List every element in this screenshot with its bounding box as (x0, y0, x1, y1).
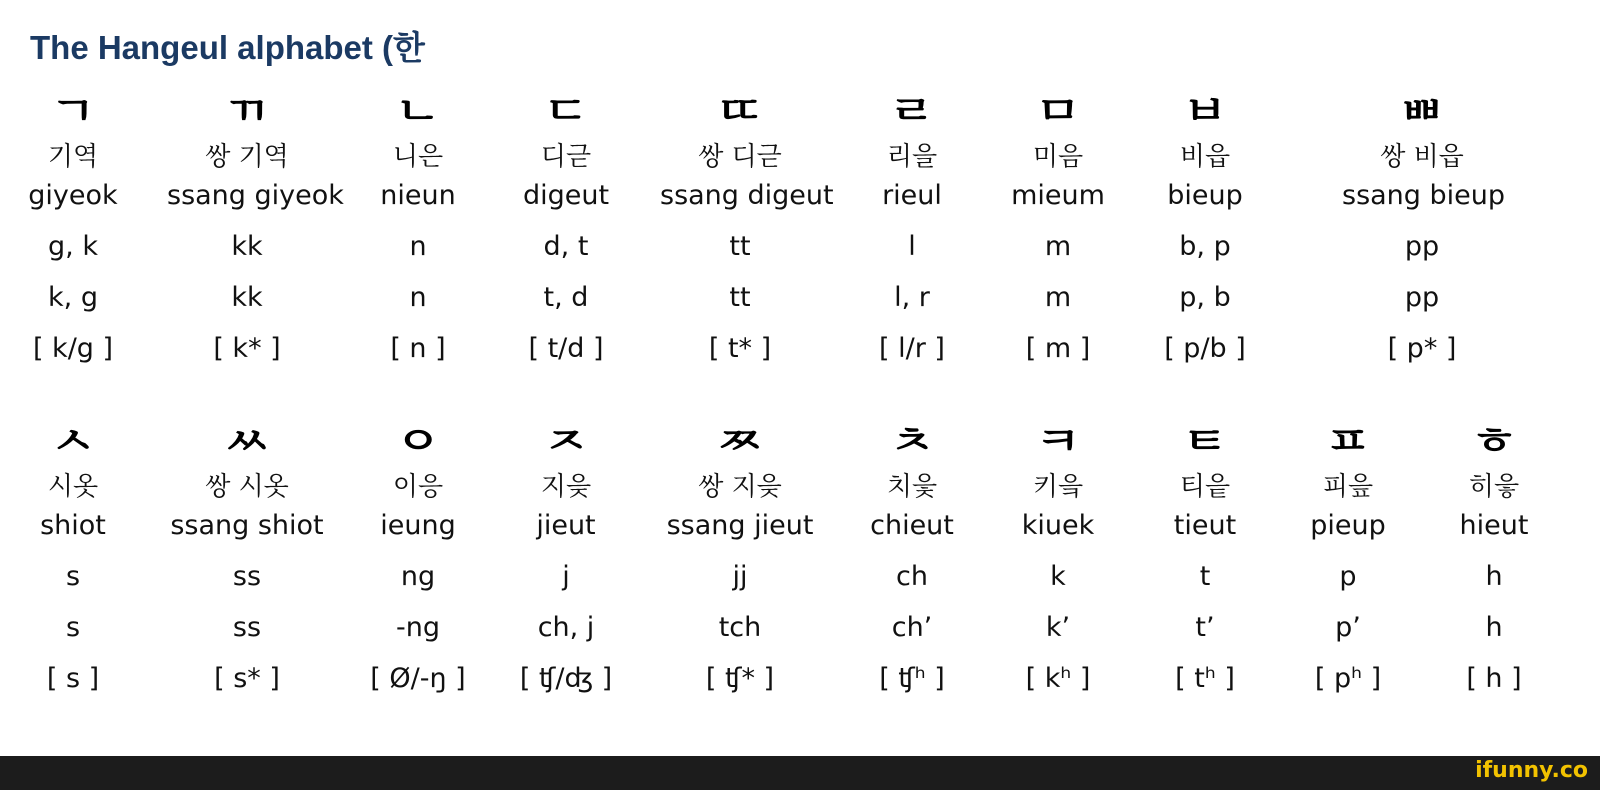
letter-cell (167, 418, 327, 694)
korean-name: 쌍 비읍 (1380, 142, 1464, 172)
ipa-pronunciation: [ k/g ] (32, 333, 114, 364)
initial-sound: j (562, 561, 570, 592)
ipa-pronunciation: [ t* ] (708, 333, 772, 364)
korean-name: 니은 (392, 142, 444, 172)
letter-cell (660, 88, 834, 364)
ipa-pronunciation: [ ʧ/ʤ ] (519, 663, 613, 694)
romanized-name: ieung (380, 510, 456, 541)
final-sound: t, d (543, 282, 589, 313)
korean-name: 티읕 (1179, 472, 1231, 502)
initial-sound: t (1199, 561, 1211, 592)
jamo-glyph: ㄷ (543, 89, 589, 133)
initial-sound: k (1050, 561, 1066, 592)
letter-cell (1342, 88, 1506, 364)
final-sound: tch (718, 612, 762, 643)
initial-sound: ch (896, 561, 928, 592)
letter-cell (486, 88, 646, 364)
jamo-glyph: ㅊ (889, 419, 935, 463)
title-hangeul-symbol: 한 (393, 29, 425, 66)
final-sound: s (65, 612, 81, 643)
korean-name: 쌍 기역 (205, 142, 289, 172)
korean-name: 기역 (47, 142, 99, 172)
jamo-glyph: ㅎ (1471, 419, 1517, 463)
initial-sound: tt (729, 231, 751, 262)
final-sound: ch’ (891, 612, 933, 643)
romanized-name: tieut (1173, 510, 1237, 541)
jamo-glyph: ㄸ (717, 89, 763, 133)
romanized-name: ssang shiot (170, 510, 324, 541)
korean-name: 지읒 (540, 472, 592, 502)
jamo-glyph: ㅃ (1399, 89, 1445, 133)
jamo-glyph: ㅆ (224, 419, 270, 463)
romanized-name: jieut (536, 510, 596, 541)
final-sound: k, g (48, 282, 98, 313)
final-sound: pp (1404, 282, 1440, 313)
final-sound: l, r (894, 282, 930, 313)
jamo-glyph: ㅌ (1182, 419, 1228, 463)
initial-sound: m (1044, 231, 1072, 262)
jamo-glyph: ㅇ (395, 419, 441, 463)
korean-name: 히읗 (1468, 472, 1520, 502)
romanized-name: mieum (1011, 180, 1105, 211)
letter-cell (0, 418, 153, 694)
korean-name: 리을 (886, 142, 938, 172)
korean-name: 이응 (392, 472, 444, 502)
romanized-name: ssang giyeok (167, 180, 344, 211)
final-sound: k’ (1045, 612, 1071, 643)
letter-cell (486, 418, 646, 694)
final-sound: n (409, 282, 427, 313)
ipa-pronunciation: [ n ] (390, 333, 446, 364)
page-title (30, 22, 425, 69)
korean-name: 미음 (1032, 142, 1084, 172)
ipa-pronunciation: [ pʰ ] (1314, 663, 1382, 694)
final-sound: ch, j (537, 612, 595, 643)
ipa-pronunciation: [ t/d ] (528, 333, 604, 364)
romanized-name: kiuek (1021, 510, 1095, 541)
ipa-pronunciation: [ k* ] (213, 333, 281, 364)
final-sound: kk (231, 282, 263, 313)
romanized-name: giyeok (28, 180, 118, 211)
initial-sound: s (65, 561, 81, 592)
romanized-name: pieup (1310, 510, 1386, 541)
letter-cell (167, 88, 344, 364)
romanized-name: rieul (882, 180, 942, 211)
initial-sound: l (908, 231, 916, 262)
ipa-pronunciation: [ Ø/-ŋ ] (370, 663, 466, 694)
korean-name: 쌍 시옷 (205, 472, 289, 502)
ipa-pronunciation: [ ʧ* ] (705, 663, 775, 694)
ipa-pronunciation: [ ʧʰ ] (879, 663, 945, 694)
jamo-glyph: ㅈ (543, 419, 589, 463)
romanized-name: chieut (870, 510, 954, 541)
final-sound: ss (232, 612, 262, 643)
korean-name: 디귿 (540, 142, 592, 172)
final-sound: tt (729, 282, 751, 313)
romanized-name: ssang jieut (666, 510, 814, 541)
ipa-pronunciation: [ s* ] (214, 663, 280, 694)
jamo-glyph: ㅉ (717, 419, 763, 463)
korean-name: 시옷 (47, 472, 99, 502)
korean-name: 피읖 (1322, 472, 1374, 502)
korean-name: 비읍 (1179, 142, 1231, 172)
ipa-pronunciation: [ h ] (1466, 663, 1522, 694)
korean-name: 쌍 지읒 (698, 472, 782, 502)
jamo-glyph: ㅅ (50, 419, 96, 463)
ifunny-logo[interactable]: ifunny.co (1475, 758, 1588, 783)
initial-sound: h (1485, 561, 1503, 592)
letter-cell (1125, 88, 1285, 364)
initial-sound: n (409, 231, 427, 262)
jamo-glyph: ㄱ (50, 89, 96, 133)
final-sound: m (1044, 282, 1072, 313)
final-sound: t’ (1195, 612, 1215, 643)
initial-sound: kk (231, 231, 263, 262)
jamo-glyph: ㅁ (1035, 89, 1081, 133)
romanized-name: bieup (1167, 180, 1243, 211)
romanized-name: digeut (522, 180, 610, 211)
initial-sound: pp (1404, 231, 1440, 262)
final-sound: h (1485, 612, 1503, 643)
korean-name: 키읔 (1032, 472, 1084, 502)
initial-sound: b, p (1179, 231, 1231, 262)
final-sound: -ng (396, 612, 440, 643)
ipa-pronunciation: [ p* ] (1387, 333, 1457, 364)
initial-sound: d, t (543, 231, 589, 262)
initial-sound: ss (232, 561, 262, 592)
jamo-glyph: ㄹ (889, 89, 935, 133)
letter-cell (1414, 418, 1574, 694)
initial-sound: jj (732, 561, 748, 592)
final-sound: p, b (1179, 282, 1231, 313)
romanized-name: hieut (1459, 510, 1529, 541)
title-text: The Hangeul alphabet ( (30, 29, 394, 66)
letter-cell (660, 418, 820, 694)
jamo-glyph: ㅍ (1325, 419, 1371, 463)
romanized-name: nieun (380, 180, 456, 211)
romanized-name: shiot (40, 510, 106, 541)
initial-sound: ng (400, 561, 436, 592)
ipa-pronunciation: [ p/b ] (1164, 333, 1246, 364)
romanized-name: ssang digeut (660, 180, 834, 211)
ipa-pronunciation: [ kʰ ] (1025, 663, 1091, 694)
ipa-pronunciation: [ l/r ] (879, 333, 945, 364)
romanized-name: ssang bieup (1342, 180, 1506, 211)
initial-sound: g, k (48, 231, 98, 262)
jamo-glyph: ㄲ (224, 89, 270, 133)
ipa-pronunciation: [ m ] (1025, 333, 1091, 364)
jamo-glyph: ㄴ (395, 89, 441, 133)
initial-sound: p (1339, 561, 1357, 592)
jamo-glyph: ㅂ (1182, 89, 1228, 133)
ipa-pronunciation: [ s ] (46, 663, 100, 694)
footer-bar (0, 756, 1600, 790)
korean-name: 쌍 디귿 (698, 142, 782, 172)
jamo-glyph: ㅋ (1035, 419, 1081, 463)
korean-name: 치읓 (886, 472, 938, 502)
letter-cell (0, 88, 153, 364)
final-sound: p’ (1335, 612, 1361, 643)
ipa-pronunciation: [ tʰ ] (1175, 663, 1235, 694)
